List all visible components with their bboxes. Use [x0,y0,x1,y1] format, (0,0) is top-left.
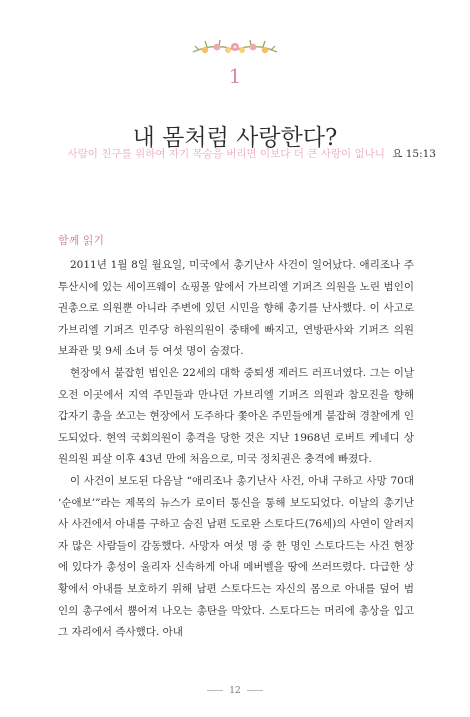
paragraph: 2011년 1월 8일 월요일, 미국에서 총기난사 사건이 일어났다. 애리조나 주 투산시에 있는 세이프웨이 쇼핑몰 앞에서 가브리엘 기퍼즈 의원을 노린 범인이 권총으로 의원뿐 아니라 주변에 있던 시민을 향해 총기를 난사했다. 이 사고로 가브리엘 기퍼즈 민주당 하원의원이 중태에 빠지고, 연방판사와 기퍼즈 의원 보좌관 및 9세 소녀 등 여섯 명이 숨졌다. [58,259,414,358]
chapter-number: 1 [228,64,242,88]
footer-rule-right [247,690,263,691]
verse-text: 사람이 친구를 위하여 자기 목숨을 버리면 이보다 더 큰 사랑이 없나니 [67,148,385,160]
body-text [58,255,414,644]
epigraph-verse [56,146,436,161]
verse-reference: 요 15:13 [392,148,436,160]
page-footer [0,686,470,696]
page-number: 12 [229,686,241,696]
section-label: 함께 읽기 [58,234,105,247]
chapter-title: 내 몸처럼 사랑한다? [132,125,338,152]
floral-garland-icon [185,38,285,60]
paragraph: 이 사건이 보도된 다음날 “애리조나 총기난사 사건, 아내 구하고 사망 70대 ‘순애보’”라는 제목의 뉴스가 로이터 통신을 통해 보도되었다. 이날의 총기난사 사건에서 아내를 구하고 숨진 남편 도로완 스토다드(76세)의 사연이 알려지자 많은 사람들이 감동했다. 사망자 여섯 명 중 한 명인 스토다드는 사건 현장에 있다가 총성이 울리자 신속하게 아내 메버벨을 땅에 쓰러뜨렸다. 다급한 상황에서 아내를 보호하기 위해 남편 스토다드는 자신의 몸으로 아내를 덮어 범인의 총구에서 뿜어져 나오는 총탄을 막았다. 스토다드는 머리에 총상을 입고 그 자리에서 즉사했다. 아내 [58,474,414,639]
footer-rule-left [207,690,223,691]
paragraph: 현장에서 붙잡힌 범인은 22세의 대학 중퇴생 제러드 러프너였다. 그는 이날 오전 이곳에서 지역 주민들과 만나던 가브리엘 기퍼즈 의원과 참모진을 향해 갑자기 총을 쏘고는 현장에서 도주하다 쫓아온 주민들에게 붙잡혀 경찰에게 인도되었다. 현역 국회의원이 총격을 당한 것은 지난 1968년 로버트 케네디 상원의원 피살 이후 43년 만에 처음으로, 미국 정치권은 충격에 빠졌다. [58,366,414,466]
